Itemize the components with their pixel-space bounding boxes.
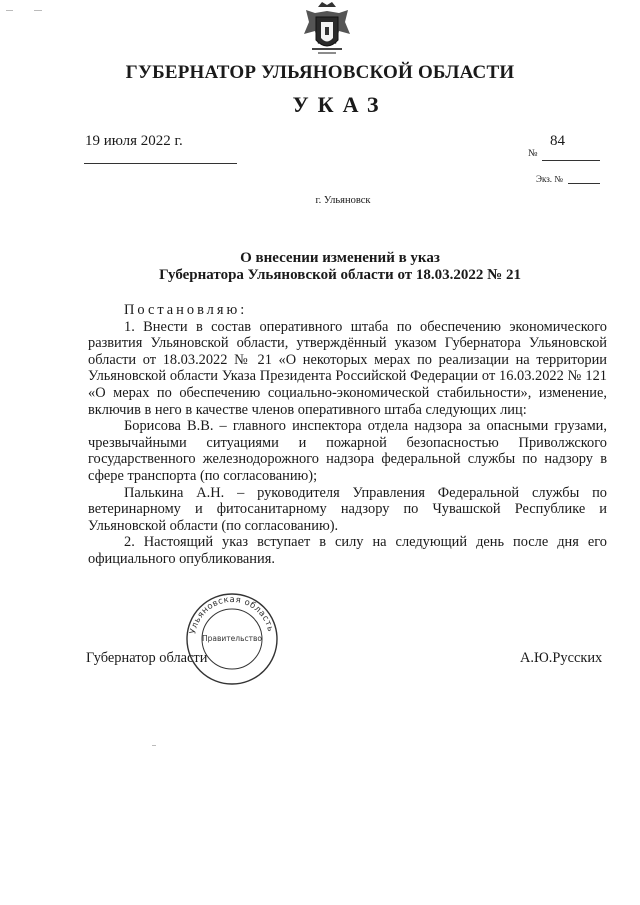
document-subject (0, 250, 640, 284)
document-number: 84 (550, 133, 565, 149)
city: г. Ульяновск (315, 195, 371, 206)
scan-mark (152, 745, 156, 746)
signatory-position: Губернатор области (86, 650, 208, 666)
svg-text:Правительство: Правительство (202, 634, 262, 643)
paragraph-1: 1. Внести в состав оперативного штаба по обеспечению экономического развития Ульяновской области, утверждённый указом Губернатора Ульяновской области от 18.03.2022 № 21 «О некоторых мерах по реализации на территории Ульяновской области Указа Президента Российской Федерации от 16.03.2022 № 121 «О мерах по обеспечению социально-экономической стабильности», изменение, включив в него в качестве членов оперативного штаба следующих лиц: (88, 318, 607, 418)
signatory-name: А.Ю.Русских (520, 650, 603, 666)
number-underline (542, 160, 600, 161)
document-body (88, 302, 607, 568)
date-underline (84, 163, 237, 164)
scan-mark (34, 10, 42, 11)
coat-of-arms-icon (300, 0, 354, 58)
paragraph-4: 2. Настоящий указ вступает в силу на следующий день после дня его официального опубликования. (88, 534, 607, 567)
governor-title: ГУБЕРНАТОР УЛЬЯНОВСКОЙ ОБЛАСТИ (125, 62, 515, 83)
number-label: № (528, 148, 538, 159)
copy-number-underline (568, 183, 600, 184)
paragraph-2: Борисова В.В. – главного инспектора отдела надзора за опасными грузами, чрезвычайными ситуациями и пожарной безопасностью Приволжского государственного железнодорожного надзора федеральной службы по надзору в сфере транспорта (по согласованию); (88, 418, 607, 484)
document-type: УКАЗ (292, 92, 388, 117)
decree-word: Постановляю: (124, 302, 248, 318)
official-seal-icon (185, 592, 279, 686)
subject-line-1: О внесении изменений в указ (240, 250, 440, 266)
scan-mark (6, 10, 13, 11)
svg-text:Ульяновская область: Ульяновская область (188, 594, 276, 635)
document-date: 19 июля 2022 г. (85, 133, 183, 149)
subject-line-2: Губернатора Ульяновской области от 18.03.2022 № 21 (159, 267, 521, 283)
copy-number-label: Экз. № (536, 174, 563, 184)
paragraph-3: Палькина А.Н. – руководителя Управления Федеральной службы по ветеринарному и фитосанитарному надзору по Чувашской Республике и Ульяновской области (по согласованию). (88, 484, 607, 534)
